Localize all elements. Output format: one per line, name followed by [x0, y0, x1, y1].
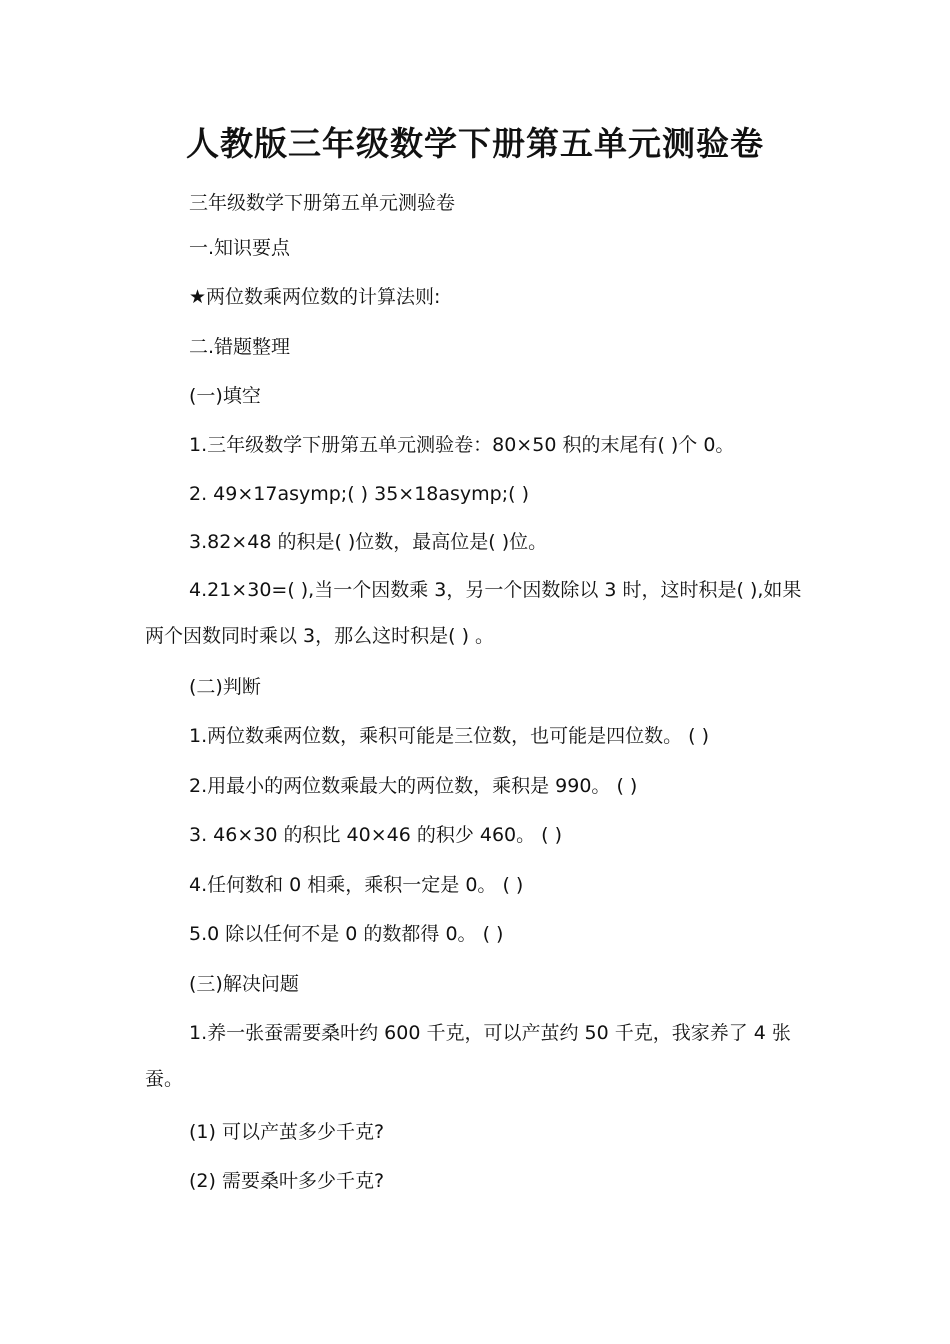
question-fill-2: 2. 49×17asymp;( ) 35×18asymp;( ) — [189, 483, 529, 505]
paragraph-subtitle: 三年级数学下册第五单元测验卷 — [189, 192, 456, 214]
question-judge-3: 3. 46×30 的积比 40×46 的积少 460。 ( ) — [189, 824, 563, 846]
section-heading-errors: 二.错题整理 — [189, 336, 291, 358]
question-fill-4: 4.21×30=( ),当一个因数乘 3，另一个因数除以 3 时，这时积是( ),如果两个因数同时乘以 3，那么这时积是( ) 。 — [145, 579, 802, 647]
document-title: 人教版三年级数学下册第五单元测验卷 — [186, 124, 764, 163]
question-fill-1: 1.三年级数学下册第五单元测验卷：80×50 积的末尾有( )个 0。 — [189, 434, 735, 456]
subsection-problems: (三)解决问题 — [189, 973, 299, 995]
problem-1-part-1: (1) 可以产茧多少千克? — [189, 1121, 385, 1143]
question-judge-1: 1.两位数乘两位数，乘积可能是三位数，也可能是四位数。 ( ) — [189, 725, 710, 747]
question-judge-4: 4.任何数和 0 相乘，乘积一定是 0。 ( ) — [189, 874, 524, 896]
question-judge-5: 5.0 除以任何不是 0 的数都得 0。 ( ) — [189, 923, 504, 945]
problem-1-part-2: (2) 需要桑叶多少千克? — [189, 1170, 385, 1192]
question-judge-2: 2.用最小的两位数乘最大的两位数，乘积是 990。 ( ) — [189, 775, 638, 797]
subsection-judge: (二)判断 — [189, 676, 261, 698]
subsection-fill-blank: (一)填空 — [189, 385, 261, 407]
question-fill-3: 3.82×48 的积是( )位数，最高位是( )位。 — [189, 531, 548, 553]
paragraph-rule: ★两位数乘两位数的计算法则: — [189, 286, 441, 308]
section-heading-knowledge: 一.知识要点 — [189, 237, 291, 259]
problem-1: 1.养一张蚕需要桑叶约 600 千克，可以产茧约 50 千克，我家养了 4 张蚕。 — [145, 1022, 791, 1090]
